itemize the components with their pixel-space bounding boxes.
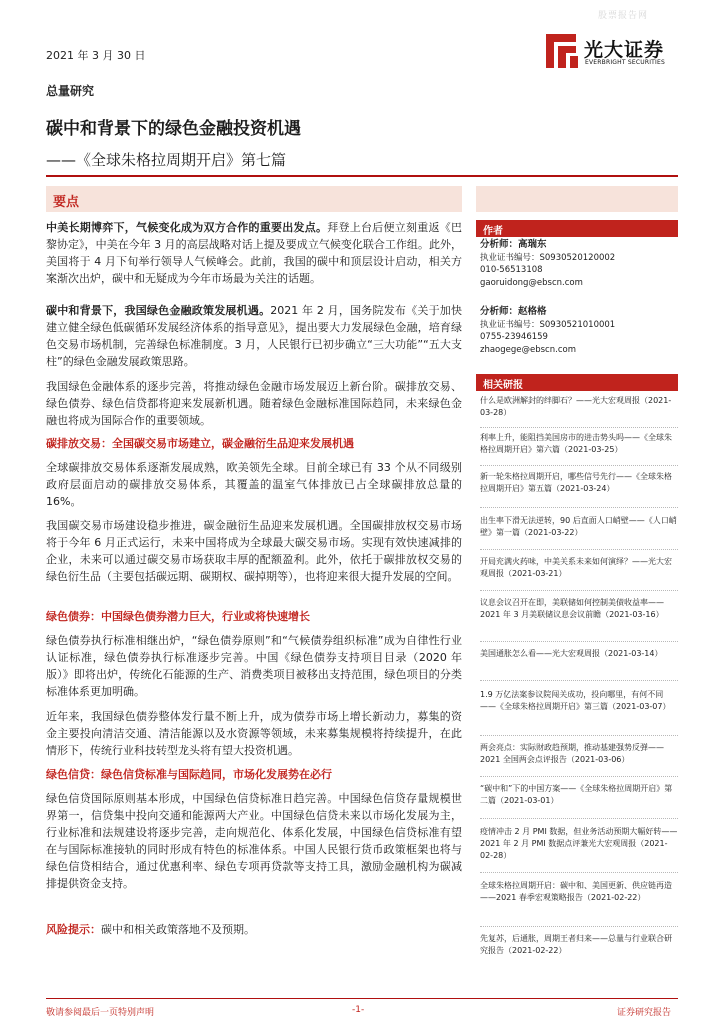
paragraph-3: 我国绿色金融体系的逐步完善，将推动绿色金融市场发展迈上新台阶。碳排放交易、绿色债券、绿色信贷都将迎来发展新机遇。随着绿色金融标准国际趋同，未来绿色金融也将成为国际合作的重要领域。 (46, 380, 462, 427)
risk-text: 碳中和相关政策落地不及预期。 (101, 923, 255, 936)
logo-name-en: EVERBRIGHT SECURITIES (585, 59, 665, 66)
paragraph-2 (46, 302, 462, 370)
paragraph-7: 近年来，我国绿色债券整体发行量不断上升，成为债券市场上增长新动力，募集的资金主要投向清洁交通、清洁能源以及水资源等领域，未来募集规模将持续提升，在此情形下，传统行业科技转型龙头将有望大投资机遇。 (46, 710, 462, 757)
key-points-label: 要点 (53, 195, 80, 210)
paragraph-text: 拜登上台后便立刻重返《巴黎协定》，中美在今年 3 月的高层战略对话上提及要成立气候变化联合工作组。此外，美国将于 4 月下旬举行领导人气候峰会。此前，我国的碳中和顶层设计启动，相关方案渐次出炉，碳中和无疑成为今年市场最为关注的话题。 (46, 221, 462, 285)
author-name: 分析师：高瑞东 (480, 239, 547, 250)
related-divider (480, 926, 678, 927)
related-reports-header (476, 374, 678, 391)
logo-name-cn: 光大证券 (584, 39, 665, 61)
author-phone: 010-56513108 (480, 265, 543, 275)
footer-divider (46, 998, 678, 999)
author-email[interactable]: zhaogege@ebscn.com (480, 344, 576, 355)
paragraph-lead: 中美长期博弈下，气候变化成为双方合作的重要出发点。 (46, 221, 328, 234)
related-divider (480, 427, 678, 428)
related-divider (480, 507, 678, 508)
paragraph-5: 我国碳交易市场建设稳步推进，碳金融衍生品迎来发展机遇。全国碳排放权交易市场将于今年 6 月正式运行，未来中国将成为全球最大碳交易市场。实现有效快速减排的企业，未来可以通过碳交易市场获取丰厚的配额盈利。此外，依托于碳排放权交易的绿色衍生品（主要包括碳远期、碳期权、碳掉期等），也将迎来很大提升发展的空间。 (46, 519, 462, 583)
paragraph-lead: 碳中和背景下，我国绿色金融政策发展机遇。 (46, 304, 271, 317)
report-subtitle: ——《全球朱格拉周期开启》第七篇 (46, 151, 287, 169)
company-logo (546, 34, 686, 74)
related-report-item[interactable]: “碳中和”下的中国方案——《全球朱格拉周期开启》第二篇（2021-03-01） (480, 784, 673, 805)
author-phone: 0755-23946159 (480, 332, 548, 342)
author-email[interactable]: gaoruidong@ebscn.com (480, 277, 583, 288)
risk-warning (46, 921, 462, 938)
related-report-item[interactable]: 先复苏，后通胀，周期王者归来——总量与行业联合研究报告（2021-02-22） (480, 934, 672, 955)
authors-header (476, 220, 678, 237)
author-name: 分析师：赵格格 (480, 306, 547, 317)
related-report-item[interactable]: 出生率下滑无法逆转，90 后直面人口峭壁——《人口峭壁》第一篇（2021-03-22） (480, 516, 677, 537)
author-2 (480, 306, 676, 356)
related-report-item[interactable]: 什么是欧洲解封的绊脚石？——光大宏观周报（2021-03-28） (480, 396, 672, 417)
authors-header-label: 作者 (483, 226, 503, 237)
related-report-item[interactable]: 美国通胀怎么看——光大宏观周报（2021-03-14） (480, 649, 663, 658)
page-number: -1- (352, 1005, 365, 1015)
report-date: 2021 年 3 月 30 日 (46, 49, 146, 62)
key-points-band (46, 186, 462, 212)
related-divider (480, 735, 678, 736)
author-license: 执业证书编号：S0930521010001 (480, 319, 616, 330)
related-report-item[interactable]: 两会亮点：实际财政趋预期，推动基建强势反弹——2021 全国两会点评报告（2021-03-06） (480, 743, 664, 764)
everbright-logo-icon (546, 34, 578, 68)
related-divider (480, 549, 678, 550)
watermark: 股票报告网 (598, 11, 649, 21)
footer-disclaimer: 敬请参阅最后一页特别声明 (46, 1008, 155, 1018)
paragraph-6: 绿色债券执行标准相继出炉，“绿色债券原则”和“气候债券组织标准”成为自律性行业认证标准，绿色债券执行标准逐步完善。中国《绿色债券支持项目目录（2020 年版）》即将出炉，传统化石能源的生产、消费类项目被移出支持范围，绿色项目的分类标准体系更加明确。 (46, 634, 462, 698)
sidebar-band (476, 186, 678, 212)
report-category: 总量研究 (46, 84, 95, 98)
related-report-item[interactable]: 全球朱格拉周期开启：碳中和、美国更新、供应链再造——2021 春季宏观策略报告（2021-02-22） (480, 881, 672, 902)
related-report-item[interactable]: 利率上升，能阻挡美国房市的进击势头吗——《全球朱格拉周期开启》第六篇（2021-03-25） (480, 433, 672, 454)
report-title: 碳中和背景下的绿色金融投资机遇 (46, 119, 301, 139)
related-report-item[interactable]: 新一轮朱格拉周期开启，哪些信号先行——《全球朱格拉周期开启》第五篇（2021-03-24） (480, 472, 672, 493)
related-report-item[interactable]: 议息会议召开在即，美联储如何控制美债收益率——2021 年 3 月美联储议息会议前瞻（2021-03-16） (480, 598, 664, 619)
related-report-item[interactable]: 疫情冲击 2 月 PMI 数据，但业务活动预期大幅好转——2021 年 2 月 PMI 数据点评兼光大宏观周报（2021-02-28） (480, 827, 678, 860)
paragraph-4: 全球碳排放交易体系逐渐发展成熟，欧美领先全球。目前全球已有 33 个从不同级别政府层面启动的碳排放交易体系，其覆盖的温室气体排放已占全球碳排放总量的 16%。 (46, 461, 462, 508)
related-divider (480, 776, 678, 777)
author-1 (480, 239, 676, 289)
related-divider (480, 680, 678, 681)
section-heading-credit: 绿色信贷：绿色信贷标准与国际趋同，市场化发展势在必行 (46, 768, 332, 781)
related-divider (480, 465, 678, 466)
paragraph-1 (46, 219, 462, 287)
related-reports-header-label: 相关研报 (483, 380, 523, 391)
section-heading-bonds: 绿色债券：中国绿色债券潜力巨大，行业或将快速增长 (46, 610, 310, 623)
author-license: 执业证书编号：S0930520120002 (480, 252, 616, 263)
related-report-item[interactable]: 开局充满火药味，中美关系未来如何演绎？——光大宏观周报（2021-03-21） (480, 557, 672, 578)
risk-label: 风险提示： (46, 923, 101, 936)
related-divider (480, 872, 678, 873)
section-heading-carbon: 碳排放交易：全国碳交易市场建立，碳金融衍生品迎来发展机遇 (46, 437, 354, 450)
related-report-item[interactable]: 1.9 万亿法案参议院闯关成功，投向哪里，有何不同——《全球朱格拉周期开启》第三篇（2021-03-07） (480, 690, 671, 711)
related-divider (480, 641, 678, 642)
related-divider (480, 818, 678, 819)
footer-report-type: 证券研究报告 (617, 1008, 672, 1018)
paragraph-8: 绿色信贷国际原则基本形成，中国绿色信贷标准日趋完善。中国绿色信贷存量规模世界第一，信贷集中投向交通和能源两大产业。中国绿色信贷未来以市场化发展为主，行业标准和法规建设将逐步完善，走向规范化、体系化发展，中国绿色信贷标准有望在与国际标准接轨的同时形成有特色的标准体系。中国人民银行货币政策框架也将与绿色信贷相结合，通过优惠利率、绿色专项再贷款等支持工具，激励金融机构为碳减排提供资金支持。 (46, 792, 462, 890)
paragraph-text: 2021 年 2 月，国务院发布《关于加快建立健全绿色低碳循环发展经济体系的指导意见》，提出要大力发展绿色金融，培育绿色交易市场机制，完善绿色标准制度。3 月，人民银行已初步确立“三大功能”“五大支柱”的绿色金融发展政策思路。 (46, 304, 462, 368)
related-divider (480, 590, 678, 591)
title-divider (46, 175, 678, 177)
